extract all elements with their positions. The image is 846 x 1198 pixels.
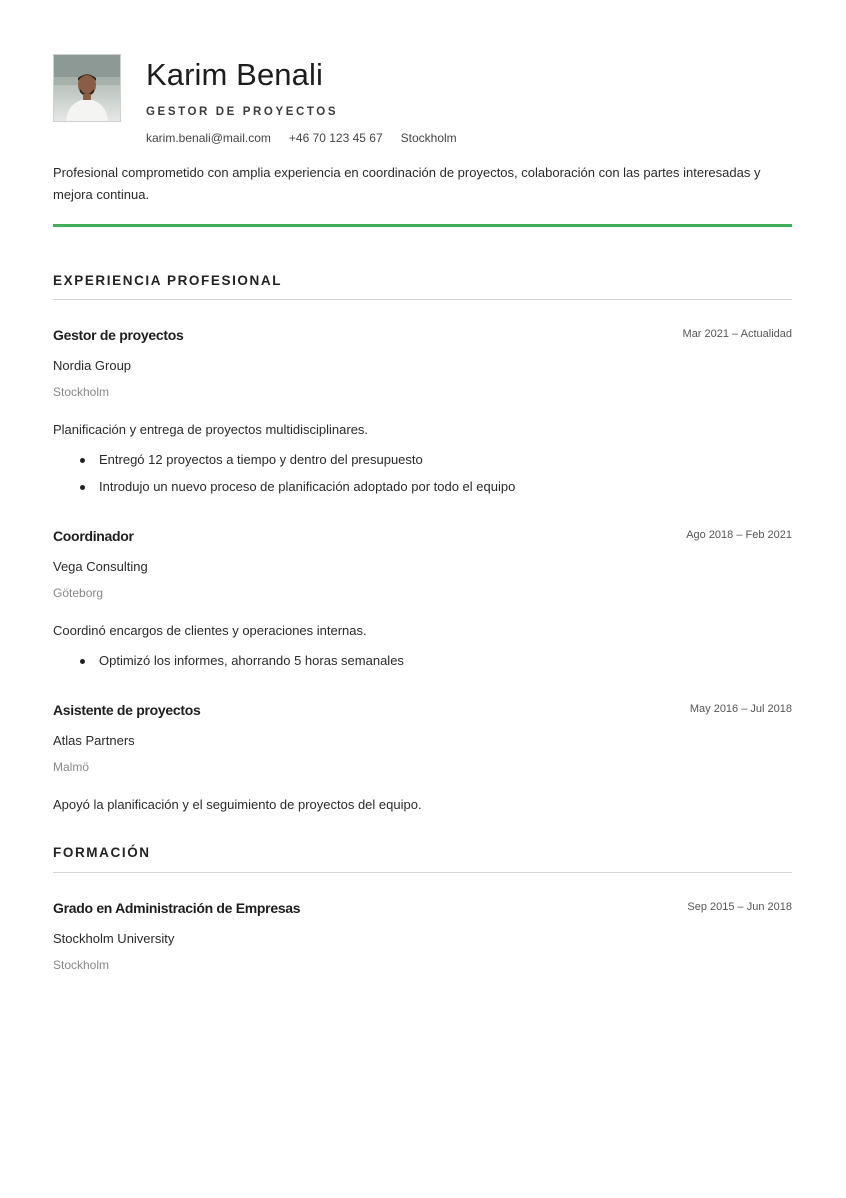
- profile-summary: Profesional comprometido con amplia experiencia en coordinación de proyectos, colaboración con las partes interesadas y mejora continua.: [53, 165, 761, 202]
- accent-divider: [53, 224, 792, 227]
- entry-description: Apoyó la planificación y el seguimiento de proyectos del equipo.: [53, 797, 422, 812]
- experience-entry: [53, 528, 792, 678]
- job-title: GESTOR DE PROYECTOS: [146, 106, 339, 118]
- entry-dates: Ago 2018 – Feb 2021: [686, 529, 792, 541]
- candidate-name: Karim Benali: [146, 57, 323, 92]
- entry-degree: Grado en Administración de Empresas: [53, 900, 301, 916]
- entry-organization: Nordia Group: [53, 358, 132, 373]
- phone-text[interactable]: +46 70 123 45 67: [288, 131, 383, 145]
- section-title-education: FORMACIÓN: [53, 845, 151, 860]
- city-text: Stockholm: [400, 131, 457, 145]
- entry-location: Stockholm: [53, 958, 110, 972]
- contact-info: [146, 131, 457, 145]
- entry-organization: Vega Consulting: [53, 559, 148, 574]
- entry-role: Asistente de proyectos: [53, 702, 201, 718]
- achievement-list: [53, 652, 404, 679]
- achievement-item: Entregó 12 proyectos a tiempo y dentro del presupuesto: [53, 451, 515, 478]
- email-text[interactable]: karim.benali@mail.com: [146, 131, 271, 145]
- section-title-experience: EXPERIENCIA PROFESIONAL: [53, 273, 283, 288]
- entry-school: Stockholm University: [53, 931, 175, 946]
- resume-header: [53, 54, 792, 150]
- entry-dates: Mar 2021 – Actualidad: [682, 328, 792, 340]
- experience-entry: [53, 327, 792, 507]
- profile-photo: [53, 54, 121, 122]
- achievement-item: Optimizó los informes, ahorrando 5 horas semanales: [53, 652, 404, 679]
- entry-dates: May 2016 – Jul 2018: [689, 703, 792, 715]
- header-block: [53, 54, 792, 150]
- entry-description: Planificación y entrega de proyectos multidisciplinares.: [53, 422, 369, 437]
- entry-role: Coordinador: [53, 528, 134, 544]
- entry-location: Göteborg: [53, 586, 104, 600]
- experience-entry: [53, 702, 792, 822]
- achievement-item: Introdujo un nuevo proceso de planificación adoptado por todo el equipo: [53, 478, 515, 505]
- section-divider: [53, 299, 792, 300]
- entry-location: Stockholm: [53, 385, 110, 399]
- section-divider: [53, 872, 792, 873]
- entry-description: Coordinó encargos de clientes y operaciones internas.: [53, 623, 367, 638]
- person-silhouette-icon: [54, 55, 120, 121]
- entry-role: Gestor de proyectos: [53, 327, 184, 343]
- entry-dates: Sep 2015 – Jun 2018: [687, 901, 792, 913]
- entry-location: Malmö: [53, 760, 90, 774]
- achievement-list: [53, 451, 515, 505]
- entry-organization: Atlas Partners: [53, 733, 135, 748]
- education-entry: [53, 900, 792, 990]
